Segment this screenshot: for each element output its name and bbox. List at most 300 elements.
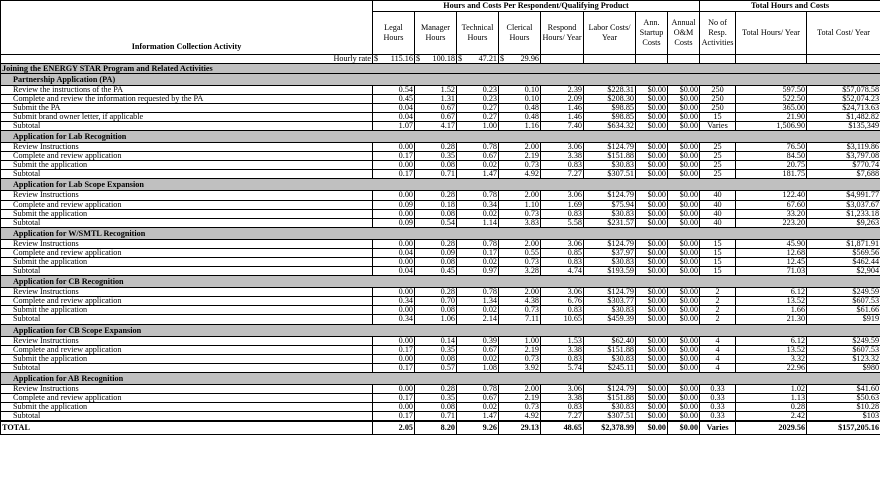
rate-empty — [541, 54, 584, 63]
table-row — [1, 394, 880, 403]
cell-labor-costs: $151.88 — [584, 345, 636, 354]
total-legal-hours: 2.05 — [373, 421, 415, 435]
table-row — [1, 152, 880, 161]
cell-activity: Submit the PA — [1, 103, 373, 112]
cell-legal-hours: 0.45 — [373, 94, 415, 103]
cell-clerical-hours: 2.19 — [499, 152, 541, 161]
table-row — [1, 412, 880, 422]
cell-technical-hours: 0.39 — [457, 336, 499, 345]
cell-total-cost: $980 — [807, 363, 880, 372]
cell-clerical-hours: 0.73 — [499, 354, 541, 363]
cell-respond-hours: 6.76 — [541, 297, 584, 306]
cell-total-hours: 1.66 — [736, 306, 807, 315]
cell-total-cost: $1,482.82 — [807, 112, 880, 121]
cell-startup-costs: $0.00 — [636, 394, 668, 403]
cell-total-cost: $50.63 — [807, 394, 880, 403]
cell-clerical-hours: 2.00 — [499, 288, 541, 297]
table-row — [1, 94, 880, 103]
cell-manager-hours: 0.45 — [415, 267, 457, 276]
cell-om-costs: $0.00 — [668, 403, 700, 412]
total-row — [1, 421, 880, 435]
cell-labor-costs: $30.83 — [584, 258, 636, 267]
cell-legal-hours: 0.17 — [373, 394, 415, 403]
header-hours-group: Hours and Costs Per Respondent/Qualifying Product — [373, 1, 700, 12]
cell-activity: Submit the application — [1, 403, 373, 412]
cell-labor-costs: $151.88 — [584, 394, 636, 403]
cell-respond-hours: 2.39 — [541, 85, 584, 94]
table-row — [1, 258, 880, 267]
cell-resp-activities: 2 — [700, 315, 736, 324]
cell-labor-costs: $208.30 — [584, 94, 636, 103]
cell-total-hours: 2.42 — [736, 412, 807, 422]
header-labor-costs: Labor Costs/ Year — [584, 12, 636, 55]
cell-respond-hours: 4.74 — [541, 267, 584, 276]
total-manager-hours: 8.20 — [415, 421, 457, 435]
table-row — [1, 403, 880, 412]
cell-om-costs: $0.00 — [668, 94, 700, 103]
cell-om-costs: $0.00 — [668, 412, 700, 422]
table-row — [1, 384, 880, 393]
cell-clerical-hours: 3.92 — [499, 363, 541, 372]
group-title: Application for CB Recognition — [1, 276, 880, 288]
cell-respond-hours: 0.85 — [541, 248, 584, 257]
group-title: Partnership Application (PA) — [1, 73, 880, 85]
cell-clerical-hours: 1.16 — [499, 121, 541, 130]
cell-respond-hours: 0.83 — [541, 209, 584, 218]
cell-respond-hours: 1.53 — [541, 336, 584, 345]
cell-labor-costs: $307.51 — [584, 412, 636, 422]
cell-resp-activities: 15 — [700, 239, 736, 248]
cell-startup-costs: $0.00 — [636, 94, 668, 103]
header-technical-hours: Technical Hours — [457, 12, 499, 55]
table-row — [1, 288, 880, 297]
hourly-rate-label: Hourly rate — [1, 54, 373, 63]
total-technical-hours: 9.26 — [457, 421, 499, 435]
cell-resp-activities: 40 — [700, 200, 736, 209]
cell-total-cost: $123.32 — [807, 354, 880, 363]
cell-om-costs: $0.00 — [668, 354, 700, 363]
group-header-row — [1, 227, 880, 239]
cell-startup-costs: $0.00 — [636, 239, 668, 248]
cell-legal-hours: 1.07 — [373, 121, 415, 130]
cell-activity: Review Instructions — [1, 143, 373, 152]
cell-total-hours: 0.28 — [736, 403, 807, 412]
rate-legal-value: 115.16 — [390, 54, 413, 63]
cell-total-hours: 33.20 — [736, 209, 807, 218]
cell-respond-hours: 0.83 — [541, 403, 584, 412]
cell-om-costs: $0.00 — [668, 143, 700, 152]
cell-om-costs: $0.00 — [668, 209, 700, 218]
cell-clerical-hours: 1.00 — [499, 336, 541, 345]
cell-manager-hours: 0.67 — [415, 103, 457, 112]
cell-manager-hours: 1.06 — [415, 315, 457, 324]
cell-activity: Complete and review application — [1, 200, 373, 209]
cell-respond-hours: 3.06 — [541, 239, 584, 248]
cell-manager-hours: 0.28 — [415, 384, 457, 393]
cell-startup-costs: $0.00 — [636, 209, 668, 218]
cell-total-hours: 22.96 — [736, 363, 807, 372]
cell-clerical-hours: 4.38 — [499, 297, 541, 306]
cell-resp-activities: 15 — [700, 248, 736, 257]
cell-technical-hours: 0.67 — [457, 152, 499, 161]
cell-om-costs: $0.00 — [668, 306, 700, 315]
cell-total-cost: $10.28 — [807, 403, 880, 412]
cell-startup-costs: $0.00 — [636, 267, 668, 276]
cell-clerical-hours: 0.73 — [499, 209, 541, 218]
cell-activity: Review Instructions — [1, 239, 373, 248]
cell-labor-costs: $245.11 — [584, 363, 636, 372]
header-total-group: Total Hours and Costs — [700, 1, 880, 12]
cell-startup-costs: $0.00 — [636, 403, 668, 412]
cell-resp-activities: 2 — [700, 297, 736, 306]
table-row — [1, 306, 880, 315]
cell-total-hours: 13.52 — [736, 297, 807, 306]
cell-respond-hours: 1.69 — [541, 200, 584, 209]
total-labor-costs: $2,378.99 — [584, 421, 636, 435]
cell-labor-costs: $37.97 — [584, 248, 636, 257]
rate-clerical-value: 29.96 — [520, 54, 539, 63]
rate-manager — [415, 54, 457, 63]
cell-total-cost: $770.74 — [807, 161, 880, 170]
table-row — [1, 85, 880, 94]
cell-legal-hours: 0.09 — [373, 200, 415, 209]
cell-technical-hours: 0.34 — [457, 200, 499, 209]
cell-manager-hours: 0.14 — [415, 336, 457, 345]
total-total-hours: 2029.56 — [736, 421, 807, 435]
cell-activity: Review Instructions — [1, 336, 373, 345]
cell-total-cost: $1,871.91 — [807, 239, 880, 248]
cell-activity: Subtotal — [1, 121, 373, 130]
cell-labor-costs: $30.83 — [584, 403, 636, 412]
cell-clerical-hours: 2.00 — [499, 143, 541, 152]
cell-labor-costs: $98.85 — [584, 103, 636, 112]
header-clerical-hours: Clerical Hours — [499, 12, 541, 55]
cell-technical-hours: 1.34 — [457, 297, 499, 306]
cell-total-hours: 21.30 — [736, 315, 807, 324]
cell-clerical-hours: 0.10 — [499, 94, 541, 103]
cell-startup-costs: $0.00 — [636, 143, 668, 152]
cell-total-cost: $7,688 — [807, 170, 880, 179]
cell-total-cost: $3,119.86 — [807, 143, 880, 152]
cell-labor-costs: $307.51 — [584, 170, 636, 179]
cell-labor-costs: $124.79 — [584, 191, 636, 200]
cell-labor-costs: $30.83 — [584, 306, 636, 315]
cell-om-costs: $0.00 — [668, 345, 700, 354]
cell-total-hours: 181.75 — [736, 170, 807, 179]
cell-resp-activities: 0.33 — [700, 394, 736, 403]
total-total-cost: $157,205.16 — [807, 421, 880, 435]
cell-legal-hours: 0.04 — [373, 103, 415, 112]
cell-resp-activities: 0.33 — [700, 384, 736, 393]
cell-total-hours: 76.50 — [736, 143, 807, 152]
cell-manager-hours: 0.35 — [415, 152, 457, 161]
cell-manager-hours: 0.08 — [415, 258, 457, 267]
cell-clerical-hours: 2.19 — [499, 345, 541, 354]
cell-technical-hours: 0.78 — [457, 384, 499, 393]
cell-activity: Review Instructions — [1, 384, 373, 393]
cell-resp-activities: 15 — [700, 267, 736, 276]
cell-activity: Review Instructions — [1, 191, 373, 200]
cell-legal-hours: 0.00 — [373, 258, 415, 267]
cell-om-costs: $0.00 — [668, 218, 700, 227]
cell-total-hours: 84.50 — [736, 152, 807, 161]
cell-manager-hours: 0.28 — [415, 143, 457, 152]
cell-legal-hours: 0.00 — [373, 288, 415, 297]
cell-startup-costs: $0.00 — [636, 288, 668, 297]
cell-om-costs: $0.00 — [668, 170, 700, 179]
cell-manager-hours: 0.35 — [415, 394, 457, 403]
cell-technical-hours: 2.14 — [457, 315, 499, 324]
rate-manager-value: 100.18 — [432, 54, 455, 63]
cell-activity: Complete and review application — [1, 345, 373, 354]
cell-clerical-hours: 0.73 — [499, 306, 541, 315]
cell-legal-hours: 0.00 — [373, 336, 415, 345]
cell-respond-hours: 2.09 — [541, 94, 584, 103]
cell-resp-activities: 4 — [700, 354, 736, 363]
cell-resp-activities: 25 — [700, 170, 736, 179]
group-header-row — [1, 372, 880, 384]
cell-legal-hours: 0.00 — [373, 191, 415, 200]
header-activity: Information Collection Activity — [1, 12, 373, 55]
total-clerical-hours: 29.13 — [499, 421, 541, 435]
cell-total-cost: $41.60 — [807, 384, 880, 393]
cell-om-costs: $0.00 — [668, 288, 700, 297]
cell-om-costs: $0.00 — [668, 315, 700, 324]
cell-om-costs: $0.00 — [668, 112, 700, 121]
cell-respond-hours: 7.27 — [541, 412, 584, 422]
cell-respond-hours: 0.83 — [541, 354, 584, 363]
cell-total-hours: 45.90 — [736, 239, 807, 248]
cell-manager-hours: 0.18 — [415, 200, 457, 209]
cell-startup-costs: $0.00 — [636, 161, 668, 170]
cell-total-cost: $249.59 — [807, 336, 880, 345]
cell-legal-hours: 0.00 — [373, 384, 415, 393]
cell-startup-costs: $0.00 — [636, 218, 668, 227]
cell-technical-hours: 0.02 — [457, 306, 499, 315]
cell-respond-hours: 3.38 — [541, 394, 584, 403]
cell-resp-activities: 250 — [700, 85, 736, 94]
header-startup-costs: Ann. Startup Costs — [636, 12, 668, 55]
cell-total-hours: 522.50 — [736, 94, 807, 103]
cell-respond-hours: 0.83 — [541, 306, 584, 315]
cell-clerical-hours: 3.83 — [499, 218, 541, 227]
cell-labor-costs: $30.83 — [584, 354, 636, 363]
total-startup-costs: $0.00 — [636, 421, 668, 435]
group-title: Application for AB Recognition — [1, 372, 880, 384]
cell-clerical-hours: 0.73 — [499, 161, 541, 170]
cell-total-hours: 12.68 — [736, 248, 807, 257]
cell-total-cost: $462.44 — [807, 258, 880, 267]
cell-startup-costs: $0.00 — [636, 170, 668, 179]
table-row — [1, 239, 880, 248]
cell-respond-hours: 3.06 — [541, 384, 584, 393]
cell-startup-costs: $0.00 — [636, 85, 668, 94]
cell-startup-costs: $0.00 — [636, 412, 668, 422]
rate-empty — [584, 54, 636, 63]
table-row — [1, 170, 880, 179]
dollar-sign: $ — [500, 54, 505, 63]
cell-technical-hours: 0.78 — [457, 191, 499, 200]
total-respond-hours: 48.65 — [541, 421, 584, 435]
cell-total-cost: $52,074.23 — [807, 94, 880, 103]
rate-empty — [636, 54, 668, 63]
cell-resp-activities: 250 — [700, 94, 736, 103]
table-row — [1, 161, 880, 170]
cell-activity: Subtotal — [1, 315, 373, 324]
total-om-costs: $0.00 — [668, 421, 700, 435]
cell-labor-costs: $124.79 — [584, 143, 636, 152]
cell-om-costs: $0.00 — [668, 267, 700, 276]
cell-clerical-hours: 0.48 — [499, 112, 541, 121]
cell-om-costs: $0.00 — [668, 85, 700, 94]
cell-manager-hours: 0.28 — [415, 239, 457, 248]
cell-legal-hours: 0.17 — [373, 363, 415, 372]
cell-legal-hours: 0.34 — [373, 315, 415, 324]
cell-total-hours: 223.20 — [736, 218, 807, 227]
cell-legal-hours: 0.04 — [373, 248, 415, 257]
cell-labor-costs: $98.85 — [584, 112, 636, 121]
cell-technical-hours: 0.02 — [457, 161, 499, 170]
cell-manager-hours: 0.09 — [415, 248, 457, 257]
cell-technical-hours: 0.02 — [457, 258, 499, 267]
cell-respond-hours: 1.46 — [541, 112, 584, 121]
cell-technical-hours: 0.23 — [457, 94, 499, 103]
cell-total-cost: $9,263 — [807, 218, 880, 227]
cell-total-cost: $607.53 — [807, 345, 880, 354]
cell-labor-costs: $124.79 — [584, 288, 636, 297]
rate-legal — [373, 54, 415, 63]
rate-technical — [457, 54, 499, 63]
cell-startup-costs: $0.00 — [636, 191, 668, 200]
cell-manager-hours: 0.67 — [415, 112, 457, 121]
cell-manager-hours: 0.57 — [415, 363, 457, 372]
cell-resp-activities: 15 — [700, 258, 736, 267]
cell-manager-hours: 0.08 — [415, 306, 457, 315]
cell-technical-hours: 0.23 — [457, 85, 499, 94]
group-title: Application for CB Scope Expansion — [1, 324, 880, 336]
cell-legal-hours: 0.17 — [373, 170, 415, 179]
cell-resp-activities: 40 — [700, 191, 736, 200]
cell-total-cost: $4,991.77 — [807, 191, 880, 200]
header-total-hours: Total Hours/ Year — [736, 12, 807, 55]
cell-clerical-hours: 4.92 — [499, 170, 541, 179]
cell-om-costs: $0.00 — [668, 191, 700, 200]
cell-startup-costs: $0.00 — [636, 200, 668, 209]
cell-om-costs: $0.00 — [668, 152, 700, 161]
cell-om-costs: $0.00 — [668, 363, 700, 372]
cell-startup-costs: $0.00 — [636, 354, 668, 363]
group-header-row — [1, 324, 880, 336]
cell-respond-hours: 10.65 — [541, 315, 584, 324]
cell-respond-hours: 3.06 — [541, 191, 584, 200]
hourly-rate-row — [1, 54, 880, 63]
cell-activity: Review Instructions — [1, 288, 373, 297]
cell-legal-hours: 0.34 — [373, 297, 415, 306]
cell-clerical-hours: 2.00 — [499, 239, 541, 248]
cell-technical-hours: 0.02 — [457, 354, 499, 363]
cell-technical-hours: 1.47 — [457, 412, 499, 422]
cell-startup-costs: $0.00 — [636, 297, 668, 306]
cell-technical-hours: 0.78 — [457, 143, 499, 152]
cell-total-cost: $24,713.63 — [807, 103, 880, 112]
cell-labor-costs: $62.40 — [584, 336, 636, 345]
cell-manager-hours: 1.31 — [415, 94, 457, 103]
cell-activity: Submit the application — [1, 161, 373, 170]
cell-resp-activities: 25 — [700, 152, 736, 161]
cell-manager-hours: 0.08 — [415, 354, 457, 363]
group-header-row — [1, 179, 880, 191]
header-columns-row — [1, 12, 880, 55]
rate-technical-value: 47.21 — [478, 54, 497, 63]
cell-resp-activities: 0.33 — [700, 403, 736, 412]
cell-respond-hours: 3.06 — [541, 143, 584, 152]
cell-clerical-hours: 0.73 — [499, 258, 541, 267]
cell-resp-activities: 25 — [700, 143, 736, 152]
cell-technical-hours: 0.02 — [457, 403, 499, 412]
cell-legal-hours: 0.17 — [373, 412, 415, 422]
cell-activity: Submit brand owner letter, if applicable — [1, 112, 373, 121]
cell-technical-hours: 1.08 — [457, 363, 499, 372]
cell-total-hours: 12.45 — [736, 258, 807, 267]
cell-manager-hours: 0.28 — [415, 288, 457, 297]
cell-startup-costs: $0.00 — [636, 121, 668, 130]
cell-legal-hours: 0.00 — [373, 306, 415, 315]
cell-respond-hours: 3.06 — [541, 288, 584, 297]
cell-labor-costs: $30.83 — [584, 161, 636, 170]
cell-total-hours: 1.02 — [736, 384, 807, 393]
cell-resp-activities: 15 — [700, 112, 736, 121]
cell-total-hours: 67.60 — [736, 200, 807, 209]
cell-technical-hours: 1.14 — [457, 218, 499, 227]
dollar-sign: $ — [458, 54, 463, 63]
group-title: Application for Lab Scope Expansion — [1, 179, 880, 191]
cell-resp-activities: 4 — [700, 363, 736, 372]
cell-activity: Complete and review application — [1, 152, 373, 161]
cell-respond-hours: 3.38 — [541, 345, 584, 354]
cell-total-hours: 21.90 — [736, 112, 807, 121]
cell-resp-activities: 2 — [700, 306, 736, 315]
cell-labor-costs: $124.79 — [584, 384, 636, 393]
cell-labor-costs: $193.59 — [584, 267, 636, 276]
cell-technical-hours: 1.00 — [457, 121, 499, 130]
table-row — [1, 103, 880, 112]
cell-respond-hours: 0.83 — [541, 258, 584, 267]
cell-clerical-hours: 4.92 — [499, 412, 541, 422]
cell-total-cost: $3,797.08 — [807, 152, 880, 161]
cell-legal-hours: 0.00 — [373, 143, 415, 152]
cell-startup-costs: $0.00 — [636, 306, 668, 315]
table-row — [1, 143, 880, 152]
cell-manager-hours: 0.08 — [415, 161, 457, 170]
cell-labor-costs: $75.94 — [584, 200, 636, 209]
cell-activity: Submit the application — [1, 209, 373, 218]
cell-technical-hours: 0.78 — [457, 288, 499, 297]
header-total-cost: Total Cost/ Year — [807, 12, 880, 55]
cell-manager-hours: 0.71 — [415, 170, 457, 179]
cell-total-hours: 6.12 — [736, 288, 807, 297]
cell-respond-hours: 7.27 — [541, 170, 584, 179]
cell-technical-hours: 0.97 — [457, 267, 499, 276]
table-row — [1, 336, 880, 345]
cell-legal-hours: 0.17 — [373, 152, 415, 161]
cell-clerical-hours: 0.55 — [499, 248, 541, 257]
cell-resp-activities: 40 — [700, 209, 736, 218]
cell-total-hours: 1,506.90 — [736, 121, 807, 130]
cell-respond-hours: 7.40 — [541, 121, 584, 130]
table-row — [1, 218, 880, 227]
cell-respond-hours: 0.83 — [541, 161, 584, 170]
cell-om-costs: $0.00 — [668, 121, 700, 130]
